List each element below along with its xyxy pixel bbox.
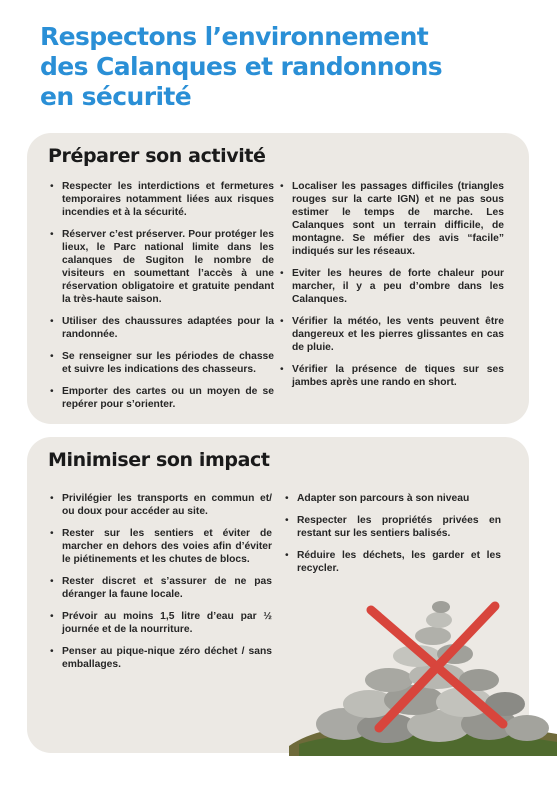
list-item: • Rester discret et s’assurer de ne pas déranger la faune locale.: [50, 575, 272, 601]
list-item: • Prévoir au moins 1,5 litre d’eau par ½ journée et de la nourriture.: [50, 610, 272, 636]
crossed-cairn-icon: [289, 596, 557, 756]
list-item: • Eviter les heures de forte chaleur pour marcher, il y a peu d’ombre dans les Calanques.: [280, 267, 504, 306]
impact-list-left: [50, 492, 272, 680]
list-item: • Réserver c’est préserver. Pour protéger les lieux, le Parc national limite dans les calanques de Sugiton le nombre de visiteurs en soumettant l’accès à une réservation obligatoire et gratuite pendant la très-haute saison.: [50, 228, 274, 306]
impact-list-right: [285, 492, 501, 584]
prepare-list-left: [50, 180, 274, 420]
list-item: • Privilégier les transports en commun et/ ou doux pour accéder au site.: [50, 492, 272, 518]
page-title-line-2: des Calanques et randonnons: [40, 52, 443, 81]
impact-heading: Minimiser son impact: [48, 449, 270, 471]
list-item: • Emporter des cartes ou un moyen de se repérer pour s’orienter.: [50, 385, 274, 411]
list-item: • Adapter son parcours à son niveau: [285, 492, 501, 505]
page-title-line-3: en sécurité: [40, 82, 192, 111]
page-title: [40, 22, 520, 112]
list-item: • Vérifier la présence de tiques sur ses jambes après une rando en short.: [280, 363, 504, 389]
list-item: • Se renseigner sur les périodes de chasse et suivre les indications des chasseurs.: [50, 350, 274, 376]
list-item: • Localiser les passages difficiles (triangles rouges sur la carte IGN) et ne pas sous estimer le temps de marche. Les Calanques sont un terrain difficile, de montagne. Se méfier des avis “facile” indiqués sur les réseaux.: [280, 180, 504, 258]
page-title-line-1: Respectons l’environnement: [40, 22, 429, 51]
list-item: • Respecter les interdictions et fermetures temporaires notamment liées aux risques incendies et à la sécurité.: [50, 180, 274, 219]
list-item: • Réduire les déchets, les garder et les recycler.: [285, 549, 501, 575]
list-item: • Respecter les propriétés privées en restant sur les sentiers balisés.: [285, 514, 501, 540]
list-item: • Penser au pique-nique zéro déchet / sans emballages.: [50, 645, 272, 671]
prepare-section: [27, 133, 529, 424]
list-item: • Utiliser des chaussures adaptées pour la randonnée.: [50, 315, 274, 341]
prepare-list-right: [280, 180, 504, 398]
list-item: • Vérifier la météo, les vents peuvent être dangereux et les pierres glissantes en cas de pluie.: [280, 315, 504, 354]
list-item: • Rester sur les sentiers et éviter de marcher en dehors des voies afin d’éviter le piétinements et les chutes de blocs.: [50, 527, 272, 566]
prepare-heading: Préparer son activité: [48, 145, 266, 167]
